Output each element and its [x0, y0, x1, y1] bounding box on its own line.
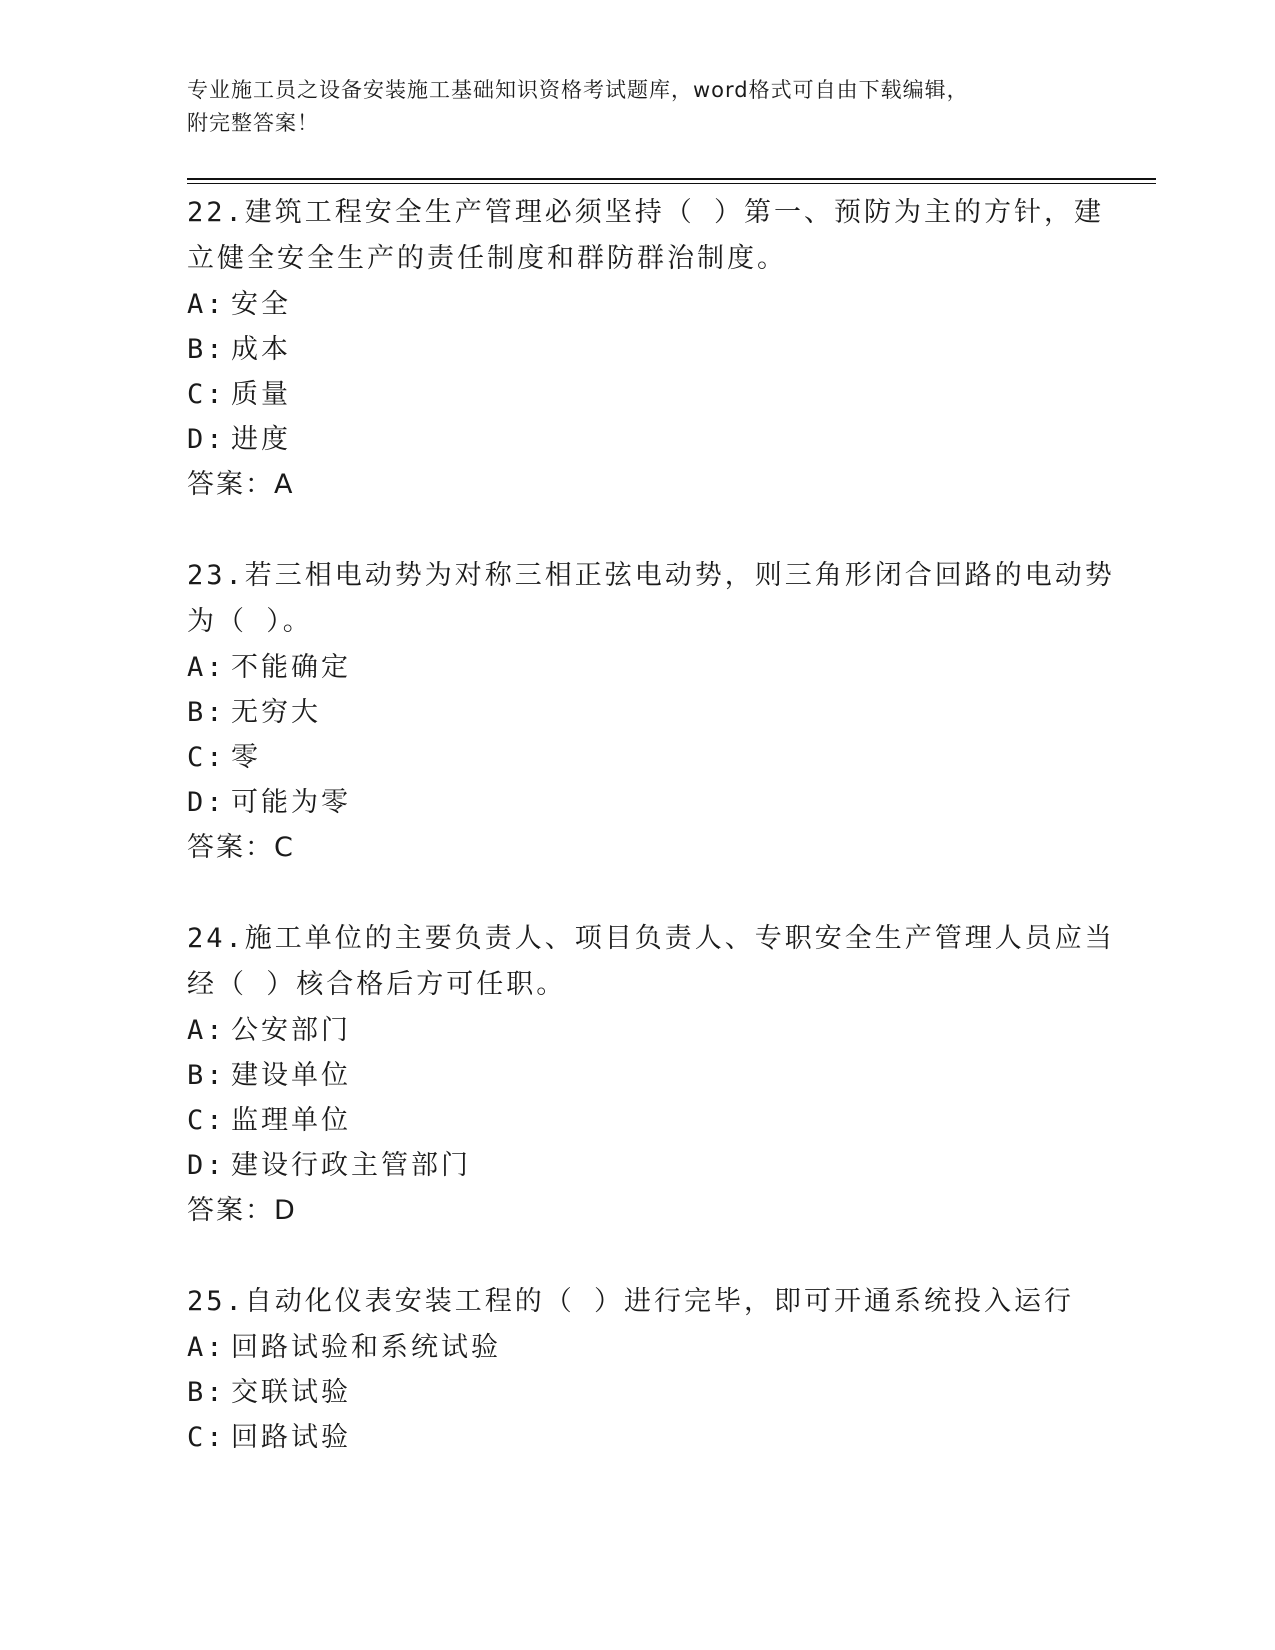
- header-divider-thick: [187, 178, 1156, 180]
- option-text: 不能确定: [231, 652, 351, 683]
- option-c: [187, 1415, 1087, 1460]
- option-text: 回路试验: [231, 1422, 351, 1453]
- option-key: C:: [187, 379, 226, 410]
- document-header: [187, 74, 1087, 140]
- spacer: [187, 507, 1087, 553]
- spacer: [187, 1233, 1087, 1279]
- option-b: [187, 327, 1087, 372]
- option-key: A:: [187, 289, 226, 320]
- answer-line: 答案：A: [187, 469, 295, 500]
- option-text: 建设行政主管部门: [231, 1150, 471, 1181]
- option-c: [187, 1098, 1087, 1143]
- option-d: [187, 780, 1087, 825]
- option-key: A:: [187, 1332, 226, 1363]
- option-a: [187, 645, 1087, 690]
- question-stem-line: 为（ ）。: [187, 606, 313, 637]
- header-line-2: 附完整答案！: [187, 111, 319, 135]
- option-key: D:: [187, 1150, 226, 1181]
- question-stem-line: 立健全安全生产的责任制度和群防群治制度。: [187, 243, 787, 274]
- question-25: [187, 1279, 1087, 1460]
- option-d: [187, 1143, 1087, 1188]
- answer-line: 答案：D: [187, 1195, 297, 1226]
- option-key: B:: [187, 334, 226, 365]
- option-text: 交联试验: [231, 1377, 351, 1408]
- option-key: B:: [187, 1060, 226, 1091]
- question-stem-line: 24.施工单位的主要负责人、项目负责人、专职安全生产管理人员应当: [187, 923, 1115, 954]
- option-text: 安全: [231, 289, 291, 320]
- question-stem-line: 22.建筑工程安全生产管理必须坚持（ ）第一、预防为主的方针，建: [187, 197, 1105, 228]
- option-b: [187, 1370, 1087, 1415]
- question-22: [187, 190, 1105, 553]
- option-key: C:: [187, 1105, 226, 1136]
- option-text: 成本: [231, 334, 291, 365]
- option-d: [187, 417, 1087, 462]
- option-text: 无穷大: [231, 697, 321, 728]
- question-24: [187, 916, 1115, 1279]
- question-stem-line: 23.若三相电动势为对称三相正弦电动势，则三角形闭合回路的电动势: [187, 560, 1115, 591]
- option-key: B:: [187, 1377, 226, 1408]
- question-stem-line: 25.自动化仪表安装工程的（ ）进行完毕，即可开通系统投入运行: [187, 1286, 1075, 1317]
- option-text: 建设单位: [231, 1060, 351, 1091]
- spacer: [187, 870, 1087, 916]
- option-text: 进度: [231, 424, 291, 455]
- option-key: C:: [187, 1422, 226, 1453]
- question-23: [187, 553, 1115, 916]
- option-text: 回路试验和系统试验: [231, 1332, 501, 1363]
- answer-line: 答案：C: [187, 832, 295, 863]
- option-text: 监理单位: [231, 1105, 351, 1136]
- option-key: B:: [187, 697, 226, 728]
- option-key: A:: [187, 652, 226, 683]
- option-text: 质量: [231, 379, 291, 410]
- option-key: A:: [187, 1015, 226, 1046]
- option-text: 公安部门: [231, 1015, 351, 1046]
- question-list: [187, 190, 1115, 1460]
- option-text: 可能为零: [231, 787, 351, 818]
- question-stem-line: 经（ ）核合格后方可任职。: [187, 969, 567, 1000]
- option-key: D:: [187, 787, 226, 818]
- option-c: [187, 372, 1087, 417]
- option-text: 零: [231, 742, 261, 773]
- header-line-1: 专业施工员之设备安装施工基础知识资格考试题库，word格式可自由下载编辑，: [187, 78, 969, 102]
- option-a: [187, 1008, 1087, 1053]
- option-c: [187, 735, 1087, 780]
- option-key: C:: [187, 742, 226, 773]
- option-b: [187, 690, 1087, 735]
- option-b: [187, 1053, 1087, 1098]
- header-divider-thin: [187, 183, 1156, 184]
- option-a: [187, 1325, 1087, 1370]
- option-a: [187, 282, 1087, 327]
- option-key: D:: [187, 424, 226, 455]
